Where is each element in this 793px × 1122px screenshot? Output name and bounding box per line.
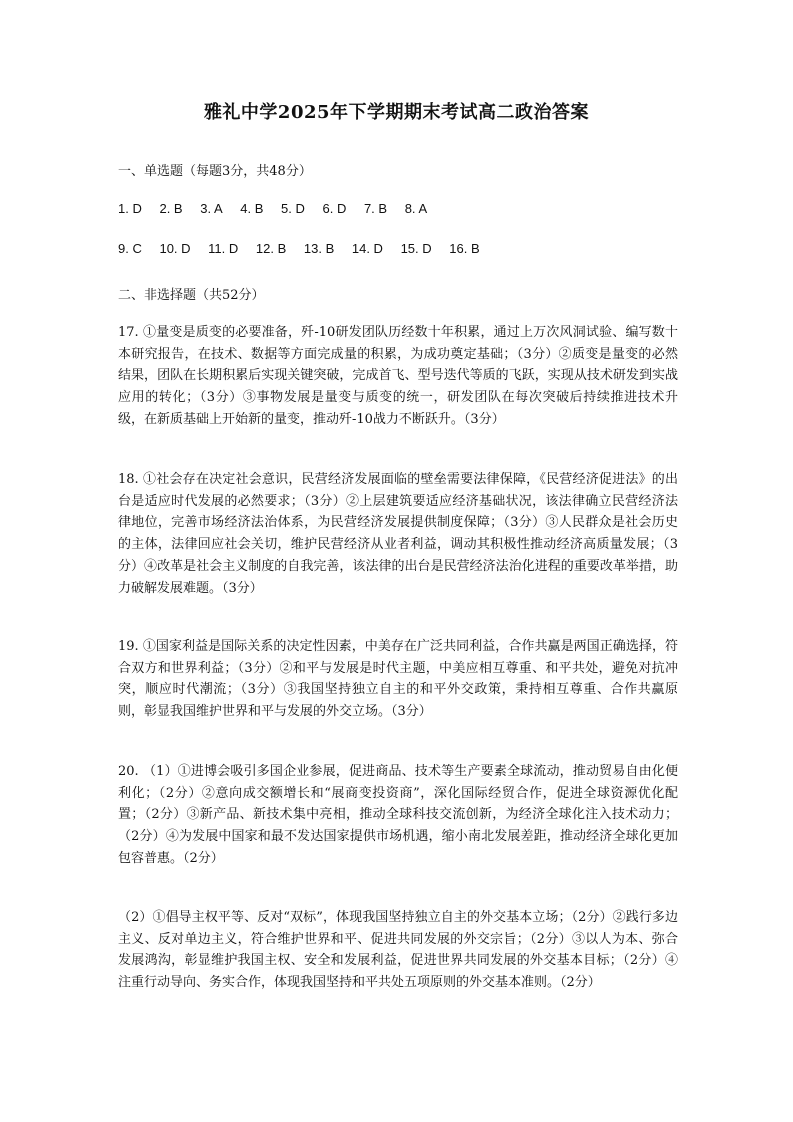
question-19-answer: 19. ①国家利益是国际关系的决定性因素，中美存在广泛共同利益，合作共赢是两国正确选择，符合双方和世界利益；（3分）②和平与发展是时代主题，中美应相互尊重、和平共处，避免对抗冲突，顺应时代潮流；（3分）③我国坚持独立自主的和平外交政策，秉持相互尊重、合作共赢原则，彰显我国维护世界和平与发展的外交立场。（3分） [118,639,678,720]
answer-item: 13. B [303,241,335,256]
question-20-part1-answer: 20. （1）①进博会吸引多国企业参展，促进商品、技术等生产要素全球流动，推动贸易自由化便利化；（2分）②意向成交额增长和“展商变投资商”，深化国际经贸合作，促进全球资源优化配置；（2分）③新产品、新技术集中亮相，推动全球科技交流创新，为经济全球化注入技术动力；（2分）④为发展中国家和最不发达国家提供市场机遇，缩小南北发展差距，推动经济全球化更加包容普惠。（2分） [118,764,678,866]
answer-item: 8. A [404,201,428,216]
answer-item: 1. D [118,201,142,216]
question-18-answer: 18. ①社会存在决定社会意识，民营经济发展面临的壁垒需要法律保障，《民营经济促进法》的出台是适应时代发展的必然要求；（3分）②上层建筑要适应经济基础状况，该法律确立民营经济法律地位，完善市场经济法治体系，为民营经济发展提供制度保障；（3分）③人民群众是社会历史的主体，法律回应社会关切，维护民营经济从业者利益，调动其积极性推动经济高质量发展；（3分）④改革是社会主义制度的自我完善，该法律的出台是民营经济法治化进程的重要改革举措，助力破解发展难题。（3分） [118,472,678,596]
answer-item: 4. B [240,201,264,216]
answer-item: 6. D [322,201,347,216]
question-17-answer: 17. ①量变是质变的必要准备，歼-10研发团队历经数十年积累，通过上万次风洞试验、编写数十本研究报告，在技术、数据等方面完成量的积累，为成功奠定基础；（3分）②质变是量变的必然结果，团队在长期积累后实现关键突破，完成首飞、型号迭代等质的飞跃，实现从技术研发到实战应用的转化；（3分）③事物发展是量变与质变的统一，研发团队在每次突破后持续推进技术升级，在新质基础上开始新的量变，推动歼-10战力不断跃升。（3分） [118,325,678,427]
answer-item: 9. C [118,241,142,256]
answer-item: 14. D [351,241,383,256]
answer-item: 15. D [400,241,432,256]
section2-heading: 二、非选择题（共52分） [118,288,265,303]
answer-item: 10. D [159,241,191,256]
answer-item: 2. B [159,201,183,216]
answer-item: 16. B [449,241,480,256]
answer-row-2 [118,241,494,256]
question-20-part2-answer: （2）①倡导主权平等、反对“双标”，体现我国坚持独立自主的外交基本立场；（2分）②践行多边主义、反对单边主义，符合维护世界和平、促进共同发展的外交宗旨；（2分）③以人为本、弥合发展鸿沟，彰显维护我国主权、安全和发展利益，促进世界共同发展的外交基本目标；（2分）④注重行动导向、务实合作，体现我国坚持和平共处五项原则的外交基本准则。（2分） [118,910,678,991]
answer-item: 11. D [208,241,239,256]
page-title: 雅礼中学2025年下学期期末考试高二政治答案 [203,102,590,123]
section1-heading: 一、单选题（每题3分，共48分） [118,164,312,179]
answer-item: 7. B [363,201,388,216]
answer-row-1 [118,201,441,216]
answer-item: 5. D [281,201,305,216]
answer-item: 12. B [255,241,287,256]
answer-item: 3. A [200,201,223,216]
